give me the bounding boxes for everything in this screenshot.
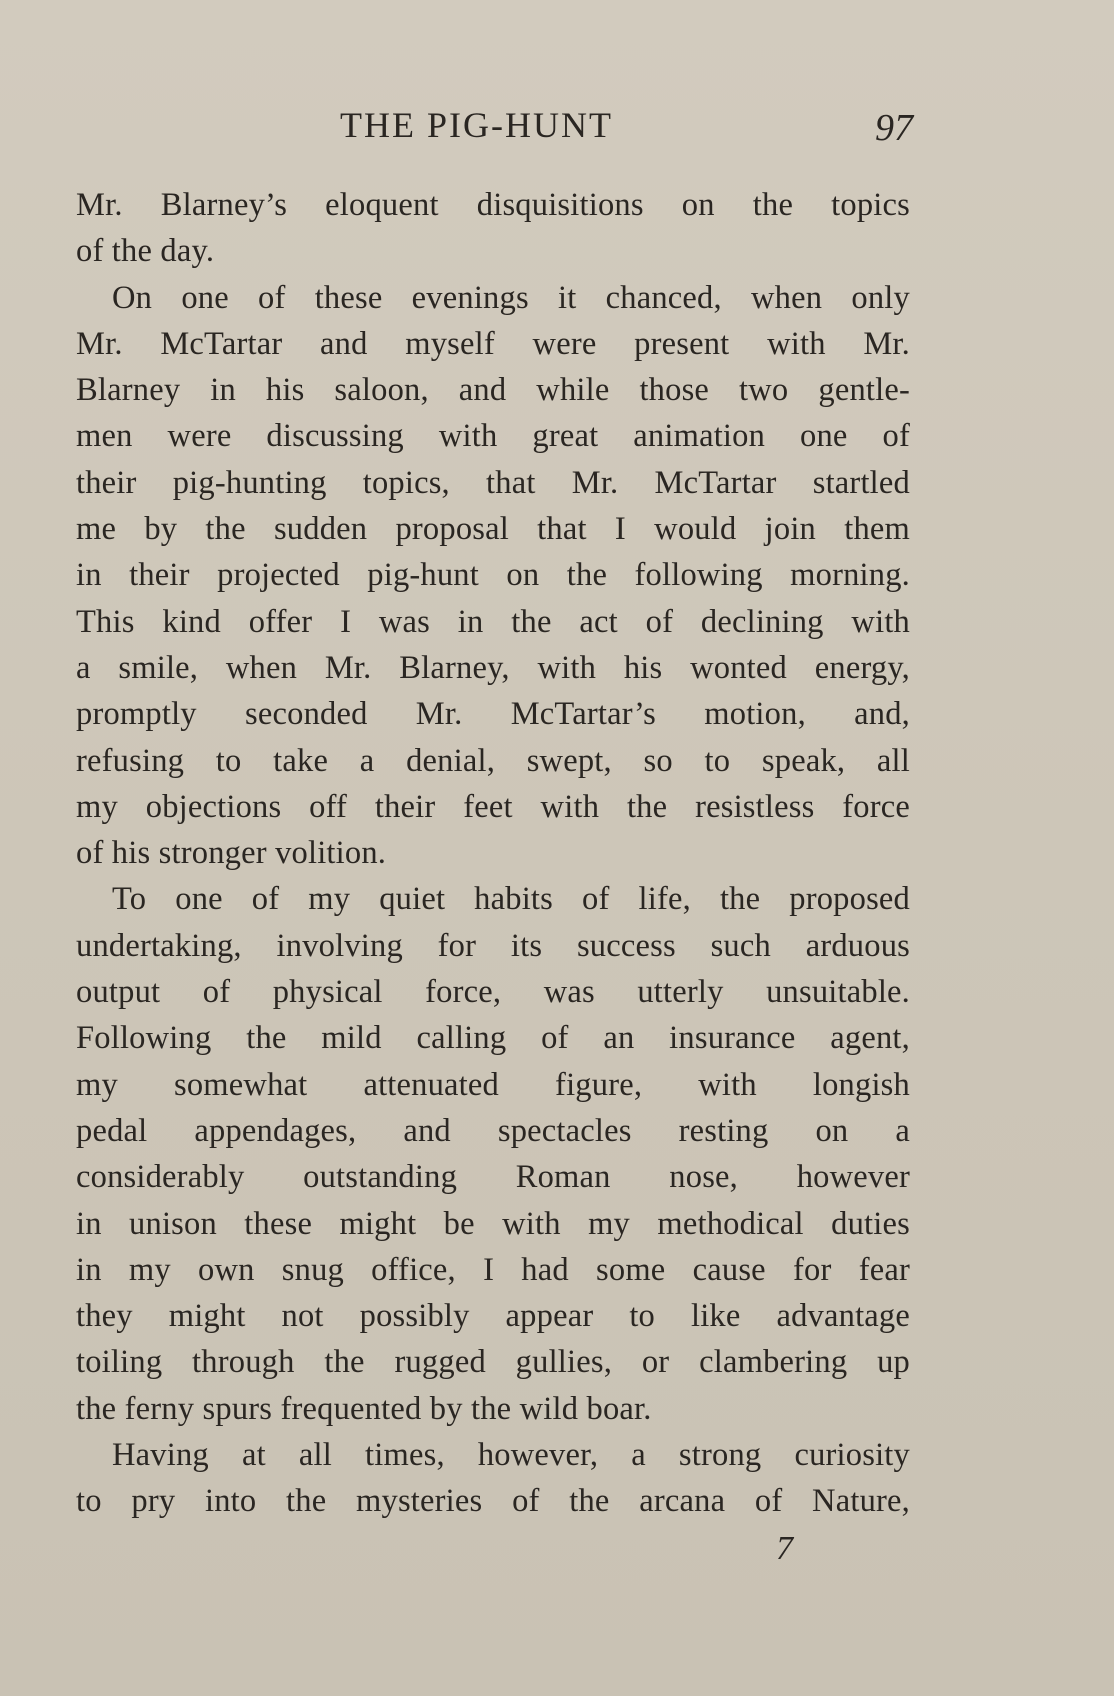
signature-mark: 7: [776, 1530, 793, 1567]
text-line: my somewhat attenuated figure, with longish: [76, 1066, 910, 1103]
text-line: refusing to take a denial, swept, so to speak, all: [76, 742, 910, 779]
text-line: undertaking, involving for its success such arduous: [76, 927, 910, 964]
text-line: This kind offer I was in the act of declining with: [76, 603, 910, 640]
text-line: Blarney in his saloon, and while those two gentle-: [76, 372, 910, 409]
text-line: On one of these evenings it chanced, when only: [112, 279, 910, 316]
text-line: in their projected pig-hunt on the following morning.: [76, 557, 910, 594]
text-line: promptly seconded Mr. McTartar’s motion, and,: [76, 696, 910, 733]
text-line: to pry into the mysteries of the arcana of Nature,: [76, 1483, 910, 1520]
text-line: pedal appendages, and spectacles resting on a: [76, 1112, 910, 1149]
text-line: Mr. Blarney’s eloquent disquisitions on the topics: [76, 187, 910, 223]
text-line: considerably outstanding Roman nose, however: [76, 1159, 910, 1196]
text-line: men were discussing with great animation one of: [76, 418, 910, 455]
running-head: [0, 100, 1114, 150]
page-number: 97: [875, 107, 913, 149]
text-line: me by the sudden proposal that I would join them: [76, 511, 910, 548]
text-line: Mr. McTartar and myself were present with Mr.: [76, 325, 910, 362]
text-line: in my own snug office, I had some cause for fear: [76, 1251, 910, 1288]
text-line: of his stronger volition.: [76, 835, 387, 872]
text-line: toiling through the rugged gullies, or clambering up: [76, 1344, 910, 1381]
text-line: they might not possibly appear to like advantage: [76, 1298, 910, 1335]
text-line: a smile, when Mr. Blarney, with his wonted energy,: [76, 649, 910, 686]
text-line: the ferny spurs frequented by the wild boar.: [76, 1390, 652, 1427]
text-line: output of physical force, was utterly unsuitable.: [76, 974, 910, 1011]
text-line: of the day.: [76, 233, 215, 270]
text-line: Following the mild calling of an insurance agent,: [76, 1020, 910, 1057]
body-text: [76, 182, 910, 1525]
text-line: To one of my quiet habits of life, the proposed: [112, 881, 910, 918]
text-line: their pig-hunting topics, that Mr. McTartar startled: [76, 464, 910, 501]
text-line: Having at all times, however, a strong curiosity: [112, 1437, 910, 1474]
running-title: THE PIG-HUNT: [340, 105, 613, 145]
text-line: in unison these might be with my methodical duties: [76, 1205, 910, 1242]
text-line: my objections off their feet with the resistless force: [76, 788, 910, 825]
